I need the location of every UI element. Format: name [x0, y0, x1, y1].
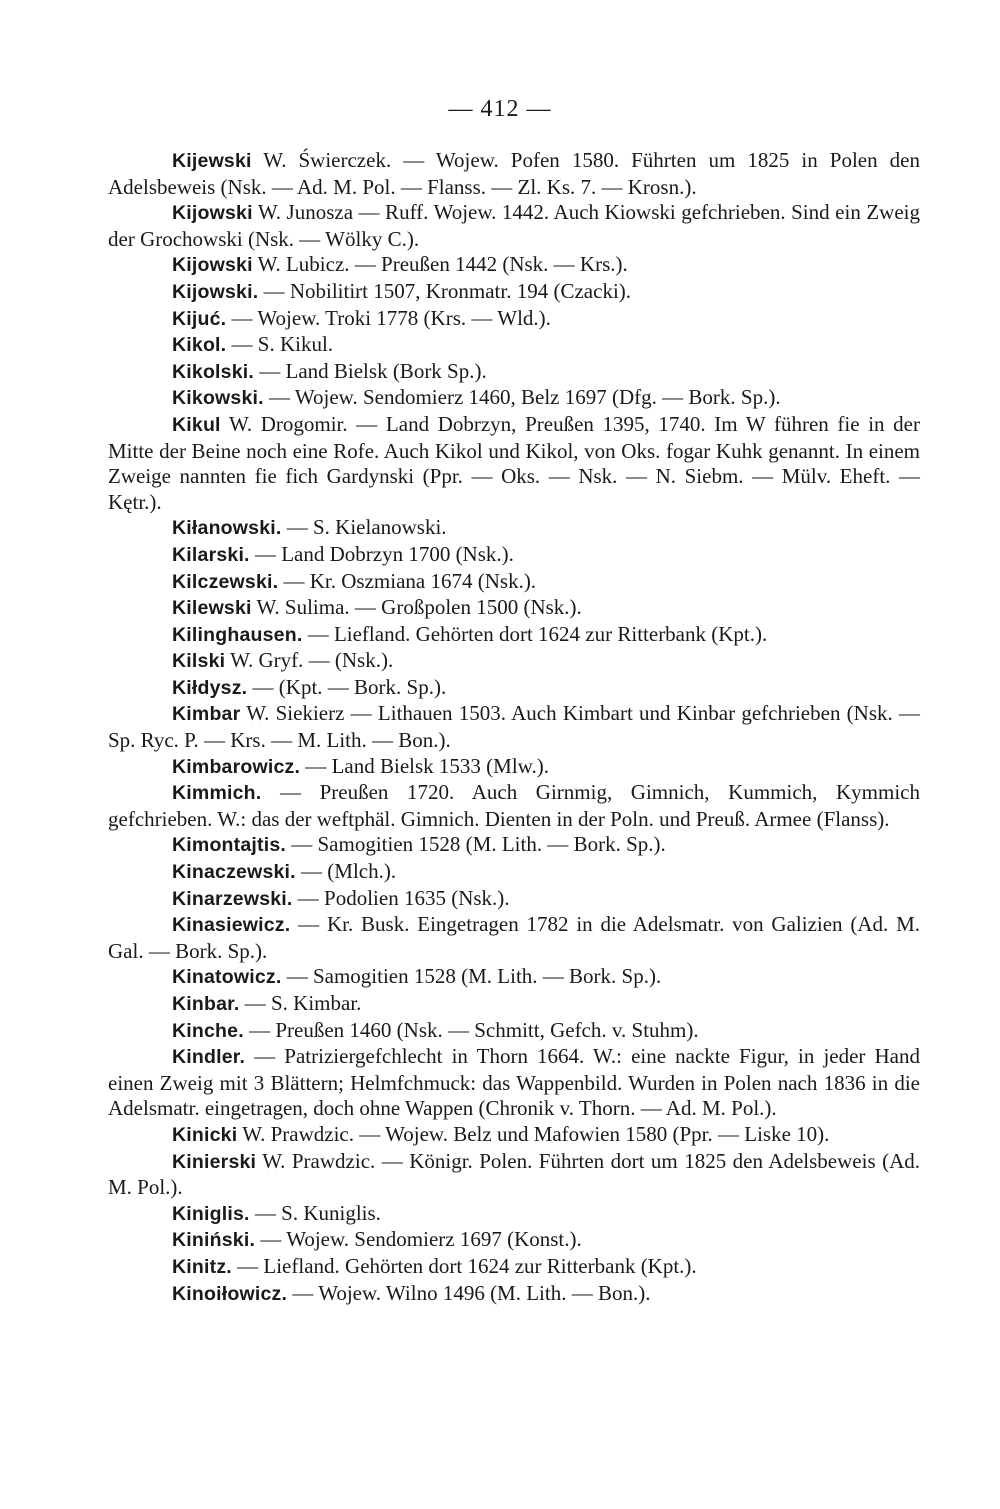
- entry-head: Kiłdysz.: [172, 676, 248, 699]
- entry-head: Kiniglis.: [172, 1202, 250, 1225]
- entry-text: — S. Kuniglis.: [249, 1200, 381, 1225]
- page-number: — 412 —: [448, 96, 552, 122]
- entry-text: — Kr. Busk. Eingetragen 1782 in die Adelsmatr. von Galizien (Ad. M. Gal. — Bork. Sp.).: [108, 912, 920, 963]
- entry-text: — (Kpt. — Bork. Sp.).: [247, 674, 447, 699]
- entry-text: W. Świerczek. — Wojew. Pofen 1580. Führten um 1825 in Polen den Adelsbeweis (Nsk. — Ad. M. Pol. — Flanss. — Zl. Ks. 7. — Krosn.).: [108, 148, 920, 199]
- entry: [108, 1254, 920, 1281]
- entry-head: Kijowski: [172, 202, 253, 225]
- entry-head: Kindler.: [172, 1046, 246, 1069]
- entry-text: W. Drogomir. — Land Dobrzyn, Preußen 1395, 1740. Im W führen fie in der Mitte der Beine noch eine Rofe. Auch Kikol und Kikol, von Oks. fogar Kuhk genannt. In einem Zweige nannten fie fich Gardynski (Ppr. — Oks. — Nsk. — N. Siebm. — Mülv. Eheft. — Kętr.).: [108, 411, 920, 514]
- entry-head: Kinasiewicz.: [172, 914, 291, 937]
- entry: [108, 279, 920, 306]
- entry-head: Kijewski: [172, 150, 252, 172]
- entry-head: Kijowski: [172, 254, 253, 277]
- entry-text: — Nobilitirt 1507, Kronmatr. 194 (Czacki).: [258, 278, 632, 303]
- entry-text: — Preußen 1460 (Nsk. — Schmitt, Gefch. v. Stuhm).: [243, 1017, 699, 1042]
- entry-text: — Kr. Oszmiana 1674 (Nsk.).: [278, 568, 537, 593]
- entry-head: Kiłanowski.: [172, 517, 282, 540]
- entry: [108, 359, 920, 386]
- entry-text: — Wojew. Sendomierz 1697 (Konst.).: [255, 1227, 582, 1252]
- entry: [108, 1201, 920, 1228]
- entry: [108, 964, 920, 991]
- entry: [108, 1227, 920, 1254]
- entry-text: — Samogitien 1528 (M. Lith. — Bork. Sp.).: [286, 832, 666, 857]
- entry-text: W. Prawdzic. — Wojew. Belz und Mafowien 1580 (Ppr. — Liske 10).: [237, 1121, 830, 1146]
- entry: [108, 648, 920, 675]
- entry-head: Kinbar.: [172, 993, 240, 1015]
- entry-head: Kikul: [172, 413, 221, 436]
- entry: [108, 306, 920, 333]
- entry-head: Kinoiłowicz.: [172, 1282, 288, 1305]
- entry: [108, 569, 920, 596]
- entry-text: — Wojew. Sendomierz 1460, Belz 1697 (Dfg. — Bork. Sp.).: [263, 385, 781, 410]
- entry-text: — Wojew. Troki 1778 (Krs. — Wld.).: [226, 305, 551, 330]
- entry-head: Kilarski.: [172, 543, 250, 566]
- entry-head: Kilski: [172, 650, 226, 673]
- entry: [108, 886, 920, 913]
- entry-text: — (Mlch.).: [295, 859, 397, 884]
- entry-head: Kilczewski.: [172, 570, 279, 593]
- entry: [108, 859, 920, 886]
- entry: [108, 780, 920, 832]
- entry-text: W. Prawdzic. — Königr. Polen. Führten dort um 1825 den Adelsbeweis (Ad. M. Pol.).: [108, 1148, 920, 1200]
- entry-head: Kimbarowicz.: [172, 755, 301, 778]
- entry: [108, 385, 920, 412]
- entry: [108, 1281, 920, 1308]
- entry-list: [108, 148, 920, 1307]
- entry-text: W. Sulima. — Großpolen 1500 (Nsk.).: [251, 595, 582, 620]
- entry: [108, 200, 920, 252]
- entry-text: W. Siekierz — Lithauen 1503. Auch Kimbart und Kinbar gefchrieben (Nsk. — Sp. Ryc. P. — Krs. — M. Lith. — Bon.).: [108, 701, 920, 753]
- entry-text: W. Junosza — Ruff. Wojew. 1442. Auch Kiowski gefchrieben. Sind ein Zweig der Grochowski (Nsk. — Wölky C.).: [108, 200, 920, 251]
- entry: [108, 515, 920, 542]
- entry: [108, 1018, 920, 1045]
- entry-head: Kimmich.: [172, 782, 262, 805]
- entry: [108, 912, 920, 964]
- entry: [108, 1122, 920, 1149]
- entry-text: — Liefland. Gehörten dort 1624 zur Ritterbank (Kpt.).: [302, 621, 768, 646]
- entry-text: — Land Dobrzyn 1700 (Nsk.).: [249, 541, 514, 566]
- entry: [108, 542, 920, 569]
- entry: [108, 148, 920, 200]
- entry-head: Kinaczewski.: [172, 861, 296, 884]
- entry-head: Kinche.: [172, 1019, 244, 1042]
- entry: [108, 412, 920, 515]
- entry-text: — Wojew. Wilno 1496 (M. Lith. — Bon.).: [287, 1280, 651, 1305]
- entry-head: Kimontajtis.: [172, 834, 286, 857]
- entry-head: Kilinghausen.: [172, 623, 303, 646]
- entry-text: — Podolien 1635 (Nsk.).: [292, 885, 510, 910]
- entry-head: Kilewski: [172, 597, 252, 620]
- entry-head: Kikol.: [172, 334, 227, 357]
- entry-head: Kijowski.: [172, 280, 259, 303]
- entry-text: — S. Kikul.: [226, 332, 334, 357]
- entry-head: Kimbar: [172, 703, 241, 726]
- entry-text: — Land Bielsk 1533 (Mlw.).: [300, 753, 549, 778]
- entry-text: — S. Kielanowski.: [281, 515, 447, 540]
- entry: [108, 622, 920, 649]
- entry-head: Kikowski.: [172, 387, 264, 410]
- entry-text: — Preußen 1720. Auch Girnmig, Gimnich, Kummich, Kymmich gefchrieben. W.: das der weftphäl. Gimnich. Dienten in der Poln. und Preuß. Armee (Flanss).: [108, 780, 920, 831]
- entry-head: Kinierski: [172, 1150, 257, 1173]
- entry: [108, 675, 920, 702]
- entry-text: W. Gryf. — (Nsk.).: [225, 648, 394, 673]
- entry-head: Kinitz.: [172, 1255, 232, 1278]
- entry-text: — Land Bielsk (Bork Sp.).: [254, 358, 487, 383]
- entry-text: — Patriziergefchlecht in Thorn 1664. W.: eine nackte Figur, in jeder Hand einen Zweig mit 3 Blättern; Helmfchmuck: das Wappenbild. Wurden in Polen nach 1836 in die Adelsmatr. eingetragen, doch ohne Wappen (Chronik v. Thorn. — Ad. M. Pol.).: [108, 1044, 920, 1121]
- entry-head: Kiniński.: [172, 1229, 256, 1252]
- entry-head: Kinarzewski.: [172, 887, 293, 910]
- entry-text: — Samogitien 1528 (M. Lith. — Bork. Sp.).: [281, 964, 662, 989]
- entry: [108, 252, 920, 279]
- entry: [108, 595, 920, 622]
- entry: [108, 1044, 920, 1122]
- entry: [108, 991, 920, 1018]
- entry: [108, 754, 920, 781]
- entry: [108, 701, 920, 753]
- entry-text: W. Lubicz. — Preußen 1442 (Nsk. — Krs.).: [252, 252, 628, 277]
- entry-head: Kijuć.: [172, 307, 227, 330]
- entry: [108, 332, 920, 359]
- entry-text: — S. Kimbar.: [239, 991, 362, 1015]
- entry: [108, 832, 920, 859]
- entry-head: Kinatowicz.: [172, 966, 282, 989]
- entry-text: — Liefland. Gehörten dort 1624 zur Ritterbank (Kpt.).: [231, 1253, 697, 1278]
- entry-head: Kinicki: [172, 1123, 238, 1146]
- entry: [108, 1149, 920, 1201]
- entry-head: Kikolski.: [172, 360, 254, 383]
